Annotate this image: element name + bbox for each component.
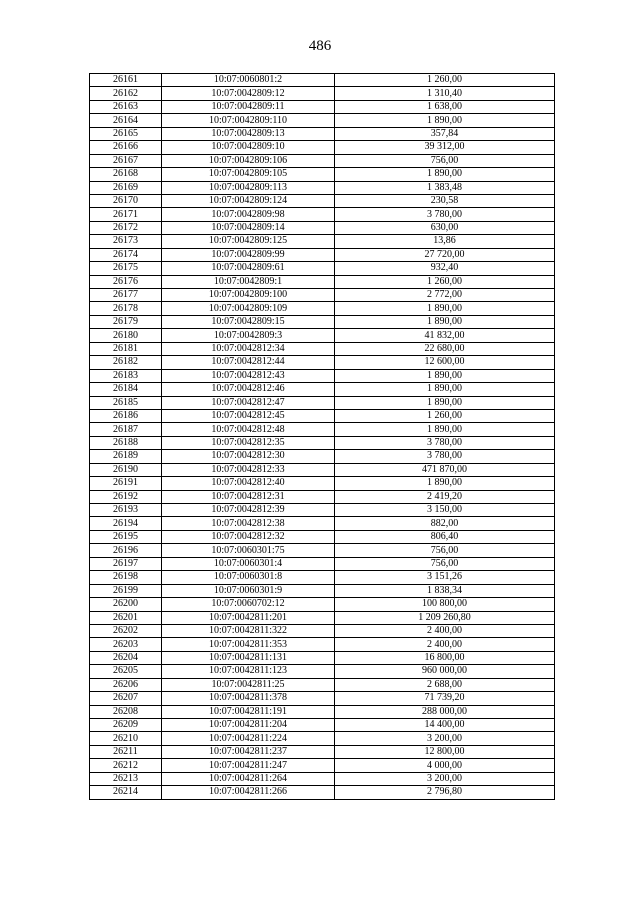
- table-row: [90, 571, 555, 584]
- value-cell: 471 870,00: [335, 463, 555, 476]
- row-number-cell: 26195: [90, 530, 162, 543]
- value-cell: 1 638,00: [335, 100, 555, 113]
- table-row: [90, 262, 555, 275]
- row-number-cell: 26171: [90, 208, 162, 221]
- cadastral-number-cell: 10:07:0042809:3: [162, 329, 335, 342]
- row-number-cell: 26201: [90, 611, 162, 624]
- table-row: [90, 141, 555, 154]
- cadastral-number-cell: 10:07:0042809:15: [162, 315, 335, 328]
- row-number-cell: 26162: [90, 87, 162, 100]
- table-row: [90, 235, 555, 248]
- table-row: [90, 342, 555, 355]
- table-row: [90, 275, 555, 288]
- table-row: [90, 557, 555, 570]
- value-cell: 1 890,00: [335, 383, 555, 396]
- row-number-cell: 26211: [90, 745, 162, 758]
- row-number-cell: 26186: [90, 409, 162, 422]
- row-number-cell: 26204: [90, 651, 162, 664]
- table-row: [90, 598, 555, 611]
- value-cell: 12 800,00: [335, 745, 555, 758]
- row-number-cell: 26205: [90, 665, 162, 678]
- cadastral-number-cell: 10:07:0042809:109: [162, 302, 335, 315]
- row-number-cell: 26181: [90, 342, 162, 355]
- row-number-cell: 26189: [90, 450, 162, 463]
- row-number-cell: 26161: [90, 74, 162, 87]
- table-row: [90, 530, 555, 543]
- table-row: [90, 732, 555, 745]
- table-row: [90, 719, 555, 732]
- value-cell: 3 200,00: [335, 732, 555, 745]
- cadastral-number-cell: 10:07:0060801:2: [162, 74, 335, 87]
- table-row: [90, 477, 555, 490]
- table-row: [90, 665, 555, 678]
- cadastral-number-cell: 10:07:0042812:46: [162, 383, 335, 396]
- row-number-cell: 26183: [90, 369, 162, 382]
- row-number-cell: 26209: [90, 719, 162, 732]
- cadastral-number-cell: 10:07:0042809:100: [162, 289, 335, 302]
- cadastral-number-cell: 10:07:0042811:378: [162, 692, 335, 705]
- value-cell: 1 260,00: [335, 275, 555, 288]
- value-cell: 756,00: [335, 544, 555, 557]
- cadastral-number-cell: 10:07:0042812:32: [162, 530, 335, 543]
- table-row: [90, 315, 555, 328]
- cadastral-number-cell: 10:07:0042811:131: [162, 651, 335, 664]
- cadastral-number-cell: 10:07:0042809:125: [162, 235, 335, 248]
- value-cell: 1 838,34: [335, 584, 555, 597]
- table-row: [90, 584, 555, 597]
- cadastral-number-cell: 10:07:0060301:8: [162, 571, 335, 584]
- value-cell: 1 890,00: [335, 168, 555, 181]
- value-cell: 4 000,00: [335, 759, 555, 772]
- cadastral-number-cell: 10:07:0042809:99: [162, 248, 335, 261]
- table-row: [90, 127, 555, 140]
- value-cell: 1 260,00: [335, 74, 555, 87]
- value-cell: 230,58: [335, 194, 555, 207]
- value-cell: 13,86: [335, 235, 555, 248]
- row-number-cell: 26172: [90, 221, 162, 234]
- cadastral-number-cell: 10:07:0060301:75: [162, 544, 335, 557]
- cadastral-number-cell: 10:07:0060301:4: [162, 557, 335, 570]
- table-row: [90, 356, 555, 369]
- cadastral-number-cell: 10:07:0042811:322: [162, 624, 335, 637]
- value-cell: 3 780,00: [335, 208, 555, 221]
- value-cell: 1 260,00: [335, 409, 555, 422]
- row-number-cell: 26163: [90, 100, 162, 113]
- row-number-cell: 26182: [90, 356, 162, 369]
- value-cell: 2 772,00: [335, 289, 555, 302]
- row-number-cell: 26198: [90, 571, 162, 584]
- row-number-cell: 26196: [90, 544, 162, 557]
- value-cell: 1 890,00: [335, 369, 555, 382]
- table-row: [90, 248, 555, 261]
- cadastral-number-cell: 10:07:0042809:98: [162, 208, 335, 221]
- cadastral-number-cell: 10:07:0042809:12: [162, 87, 335, 100]
- value-cell: 882,00: [335, 517, 555, 530]
- value-cell: 2 419,20: [335, 490, 555, 503]
- row-number-cell: 26170: [90, 194, 162, 207]
- cadastral-number-cell: 10:07:0042811:191: [162, 705, 335, 718]
- value-cell: 630,00: [335, 221, 555, 234]
- table-row: [90, 87, 555, 100]
- row-number-cell: 26187: [90, 423, 162, 436]
- value-cell: 1 890,00: [335, 315, 555, 328]
- cadastral-number-cell: 10:07:0042812:47: [162, 396, 335, 409]
- registry-table: [89, 73, 555, 800]
- row-number-cell: 26213: [90, 772, 162, 785]
- value-cell: 960 000,00: [335, 665, 555, 678]
- value-cell: 1 890,00: [335, 396, 555, 409]
- row-number-cell: 26175: [90, 262, 162, 275]
- table-row: [90, 490, 555, 503]
- row-number-cell: 26197: [90, 557, 162, 570]
- value-cell: 3 200,00: [335, 772, 555, 785]
- value-cell: 932,40: [335, 262, 555, 275]
- row-number-cell: 26192: [90, 490, 162, 503]
- row-number-cell: 26177: [90, 289, 162, 302]
- table-row: [90, 396, 555, 409]
- row-number-cell: 26191: [90, 477, 162, 490]
- table-row: [90, 678, 555, 691]
- row-number-cell: 26168: [90, 168, 162, 181]
- table-row: [90, 181, 555, 194]
- value-cell: 27 720,00: [335, 248, 555, 261]
- row-number-cell: 26194: [90, 517, 162, 530]
- cadastral-number-cell: 10:07:0042811:264: [162, 772, 335, 785]
- table-row: [90, 289, 555, 302]
- cadastral-number-cell: 10:07:0042809:11: [162, 100, 335, 113]
- row-number-cell: 26167: [90, 154, 162, 167]
- value-cell: 357,84: [335, 127, 555, 140]
- row-number-cell: 26212: [90, 759, 162, 772]
- row-number-cell: 26199: [90, 584, 162, 597]
- table-row: [90, 504, 555, 517]
- cadastral-number-cell: 10:07:0042812:34: [162, 342, 335, 355]
- table-row: [90, 786, 555, 799]
- cadastral-number-cell: 10:07:0042809:113: [162, 181, 335, 194]
- table-row: [90, 114, 555, 127]
- value-cell: 3 780,00: [335, 436, 555, 449]
- value-cell: 14 400,00: [335, 719, 555, 732]
- value-cell: 756,00: [335, 154, 555, 167]
- table-row: [90, 705, 555, 718]
- value-cell: 39 312,00: [335, 141, 555, 154]
- value-cell: 288 000,00: [335, 705, 555, 718]
- value-cell: 3 150,00: [335, 504, 555, 517]
- cadastral-number-cell: 10:07:0042811:247: [162, 759, 335, 772]
- cadastral-number-cell: 10:07:0042812:40: [162, 477, 335, 490]
- cadastral-number-cell: 10:07:0060301:9: [162, 584, 335, 597]
- cadastral-number-cell: 10:07:0042812:45: [162, 409, 335, 422]
- cadastral-number-cell: 10:07:0042812:43: [162, 369, 335, 382]
- table-row: [90, 759, 555, 772]
- value-cell: 2 796,80: [335, 786, 555, 799]
- table-row: [90, 692, 555, 705]
- cadastral-number-cell: 10:07:0042812:39: [162, 504, 335, 517]
- cadastral-number-cell: 10:07:0042811:123: [162, 665, 335, 678]
- row-number-cell: 26169: [90, 181, 162, 194]
- row-number-cell: 26214: [90, 786, 162, 799]
- row-number-cell: 26164: [90, 114, 162, 127]
- cadastral-number-cell: 10:07:0042811:25: [162, 678, 335, 691]
- row-number-cell: 26173: [90, 235, 162, 248]
- row-number-cell: 26210: [90, 732, 162, 745]
- cadastral-number-cell: 10:07:0042809:124: [162, 194, 335, 207]
- page-number: 486: [308, 38, 332, 54]
- cadastral-number-cell: 10:07:0042811:266: [162, 786, 335, 799]
- row-number-cell: 26184: [90, 383, 162, 396]
- value-cell: 16 800,00: [335, 651, 555, 664]
- cadastral-number-cell: 10:07:0042811:204: [162, 719, 335, 732]
- table-row: [90, 302, 555, 315]
- value-cell: 1 383,48: [335, 181, 555, 194]
- row-number-cell: 26180: [90, 329, 162, 342]
- row-number-cell: 26206: [90, 678, 162, 691]
- row-number-cell: 26178: [90, 302, 162, 315]
- cadastral-number-cell: 10:07:0060702:12: [162, 598, 335, 611]
- value-cell: 1 890,00: [335, 423, 555, 436]
- table-row: [90, 517, 555, 530]
- value-cell: 2 688,00: [335, 678, 555, 691]
- table-row: [90, 100, 555, 113]
- row-number-cell: 26200: [90, 598, 162, 611]
- cadastral-number-cell: 10:07:0042812:31: [162, 490, 335, 503]
- value-cell: 2 400,00: [335, 638, 555, 651]
- cadastral-number-cell: 10:07:0042812:30: [162, 450, 335, 463]
- value-cell: 1 890,00: [335, 477, 555, 490]
- row-number-cell: 26165: [90, 127, 162, 140]
- value-cell: 3 780,00: [335, 450, 555, 463]
- value-cell: 2 400,00: [335, 624, 555, 637]
- table-row: [90, 423, 555, 436]
- row-number-cell: 26203: [90, 638, 162, 651]
- row-number-cell: 26166: [90, 141, 162, 154]
- table-row: [90, 638, 555, 651]
- value-cell: 3 151,26: [335, 571, 555, 584]
- value-cell: 1 209 260,80: [335, 611, 555, 624]
- table-row: [90, 409, 555, 422]
- value-cell: 756,00: [335, 557, 555, 570]
- row-number-cell: 26174: [90, 248, 162, 261]
- table-row: [90, 74, 555, 87]
- table-row: [90, 611, 555, 624]
- row-number-cell: 26207: [90, 692, 162, 705]
- table-row: [90, 772, 555, 785]
- row-number-cell: 26208: [90, 705, 162, 718]
- value-cell: 806,40: [335, 530, 555, 543]
- cadastral-number-cell: 10:07:0042809:14: [162, 221, 335, 234]
- row-number-cell: 26185: [90, 396, 162, 409]
- table-row: [90, 221, 555, 234]
- cadastral-number-cell: 10:07:0042809:61: [162, 262, 335, 275]
- value-cell: 41 832,00: [335, 329, 555, 342]
- cadastral-number-cell: 10:07:0042809:10: [162, 141, 335, 154]
- row-number-cell: 26176: [90, 275, 162, 288]
- cadastral-number-cell: 10:07:0042811:353: [162, 638, 335, 651]
- cadastral-number-cell: 10:07:0042811:224: [162, 732, 335, 745]
- cadastral-number-cell: 10:07:0042809:1: [162, 275, 335, 288]
- cadastral-number-cell: 10:07:0042811:201: [162, 611, 335, 624]
- table-row: [90, 450, 555, 463]
- table-row: [90, 194, 555, 207]
- table-row: [90, 436, 555, 449]
- table-row: [90, 383, 555, 396]
- table-row: [90, 168, 555, 181]
- row-number-cell: 26188: [90, 436, 162, 449]
- cadastral-number-cell: 10:07:0042809:110: [162, 114, 335, 127]
- row-number-cell: 26190: [90, 463, 162, 476]
- cadastral-number-cell: 10:07:0042811:237: [162, 745, 335, 758]
- table-row: [90, 624, 555, 637]
- value-cell: 1 890,00: [335, 302, 555, 315]
- row-number-cell: 26202: [90, 624, 162, 637]
- value-cell: 1 890,00: [335, 114, 555, 127]
- table-row: [90, 745, 555, 758]
- cadastral-number-cell: 10:07:0042812:48: [162, 423, 335, 436]
- value-cell: 22 680,00: [335, 342, 555, 355]
- cadastral-number-cell: 10:07:0042809:13: [162, 127, 335, 140]
- row-number-cell: 26179: [90, 315, 162, 328]
- table-row: [90, 544, 555, 557]
- table-row: [90, 369, 555, 382]
- table-row: [90, 208, 555, 221]
- registry-table-body: [90, 74, 555, 800]
- table-row: [90, 651, 555, 664]
- value-cell: 1 310,40: [335, 87, 555, 100]
- cadastral-number-cell: 10:07:0042812:44: [162, 356, 335, 369]
- table-row: [90, 329, 555, 342]
- cadastral-number-cell: 10:07:0042812:35: [162, 436, 335, 449]
- row-number-cell: 26193: [90, 504, 162, 517]
- table-row: [90, 154, 555, 167]
- cadastral-number-cell: 10:07:0042812:33: [162, 463, 335, 476]
- table-row: [90, 463, 555, 476]
- cadastral-number-cell: 10:07:0042809:106: [162, 154, 335, 167]
- value-cell: 71 739,20: [335, 692, 555, 705]
- cadastral-number-cell: 10:07:0042812:38: [162, 517, 335, 530]
- cadastral-number-cell: 10:07:0042809:105: [162, 168, 335, 181]
- value-cell: 12 600,00: [335, 356, 555, 369]
- value-cell: 100 800,00: [335, 598, 555, 611]
